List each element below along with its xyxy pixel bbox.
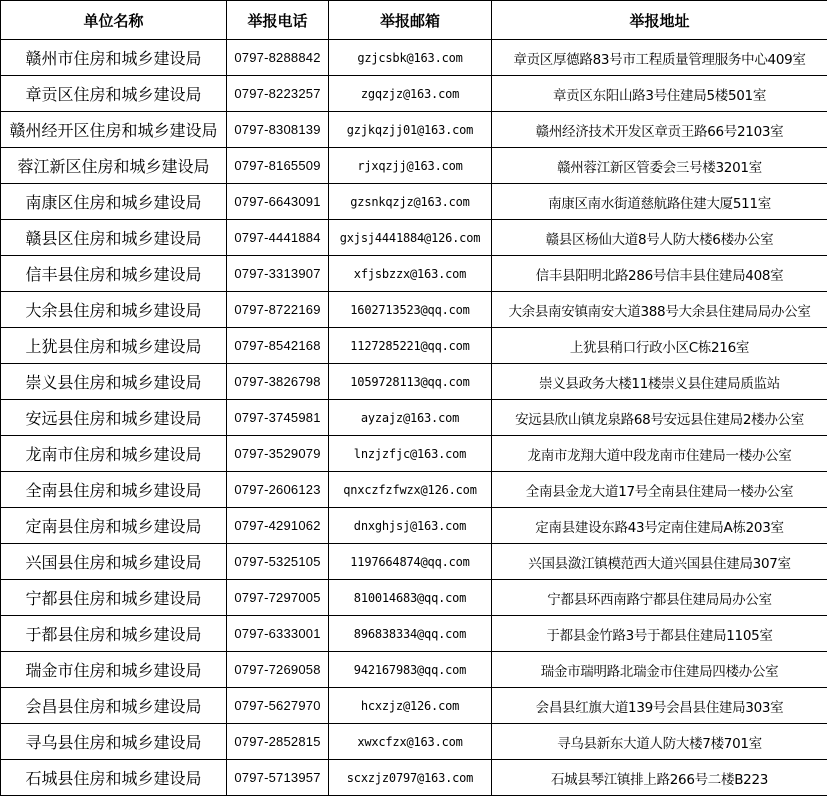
table-row bbox=[1, 760, 827, 796]
address-cell: 瑞金市瑞明路北瑞金市住建局四楼办公室 bbox=[492, 652, 827, 688]
address-cell: 寻乌县新东大道人防大楼7楼701室 bbox=[492, 724, 827, 760]
table-row bbox=[1, 148, 827, 184]
phone-cell: 0797-2606123 bbox=[227, 472, 329, 508]
email-cell: 896838334@qq.com bbox=[329, 616, 492, 652]
phone-cell: 0797-8722169 bbox=[227, 292, 329, 328]
email-cell: xwxcfzx@163.com bbox=[329, 724, 492, 760]
email-cell: qnxczfzfwzx@126.com bbox=[329, 472, 492, 508]
phone-cell: 0797-8223257 bbox=[227, 76, 329, 112]
address-cell: 章贡区东阳山路3号住建局5楼501室 bbox=[492, 76, 827, 112]
header-unit-name: 单位名称 bbox=[1, 1, 227, 40]
unit-name-cell: 崇义县住房和城乡建设局 bbox=[1, 364, 227, 400]
phone-cell: 0797-4291062 bbox=[227, 508, 329, 544]
phone-cell: 0797-3529079 bbox=[227, 436, 329, 472]
email-cell: 1059728113@qq.com bbox=[329, 364, 492, 400]
unit-name-cell: 大余县住房和城乡建设局 bbox=[1, 292, 227, 328]
phone-cell: 0797-6643091 bbox=[227, 184, 329, 220]
unit-name-cell: 赣州经开区住房和城乡建设局 bbox=[1, 112, 227, 148]
phone-cell: 0797-5627970 bbox=[227, 688, 329, 724]
address-cell: 崇义县政务大楼11楼崇义县住建局质监站 bbox=[492, 364, 827, 400]
header-report-address: 举报地址 bbox=[492, 1, 827, 40]
table-row bbox=[1, 76, 827, 112]
phone-cell: 0797-3313907 bbox=[227, 256, 329, 292]
unit-name-cell: 宁都县住房和城乡建设局 bbox=[1, 580, 227, 616]
table-row bbox=[1, 112, 827, 148]
address-cell: 赣州蓉江新区管委会三号楼3201室 bbox=[492, 148, 827, 184]
address-cell: 赣县区杨仙大道8号人防大楼6楼办公室 bbox=[492, 220, 827, 256]
email-cell: lnzjzfjc@163.com bbox=[329, 436, 492, 472]
address-cell: 大余县南安镇南安大道388号大余县住建局局办公室 bbox=[492, 292, 827, 328]
address-cell: 全南县金龙大道17号全南县住建局一楼办公室 bbox=[492, 472, 827, 508]
header-report-email: 举报邮箱 bbox=[329, 1, 492, 40]
table-row bbox=[1, 328, 827, 364]
phone-cell: 0797-8308139 bbox=[227, 112, 329, 148]
address-cell: 赣州经济技术开发区章贡王路66号2103室 bbox=[492, 112, 827, 148]
unit-name-cell: 信丰县住房和城乡建设局 bbox=[1, 256, 227, 292]
phone-cell: 0797-8542168 bbox=[227, 328, 329, 364]
table-row bbox=[1, 652, 827, 688]
unit-name-cell: 安远县住房和城乡建设局 bbox=[1, 400, 227, 436]
phone-cell: 0797-3826798 bbox=[227, 364, 329, 400]
table-row bbox=[1, 544, 827, 580]
unit-name-cell: 于都县住房和城乡建设局 bbox=[1, 616, 227, 652]
email-cell: ayzajz@163.com bbox=[329, 400, 492, 436]
email-cell: 942167983@qq.com bbox=[329, 652, 492, 688]
header-report-phone: 举报电话 bbox=[227, 1, 329, 40]
email-cell: 1197664874@qq.com bbox=[329, 544, 492, 580]
unit-name-cell: 瑞金市住房和城乡建设局 bbox=[1, 652, 227, 688]
table-row bbox=[1, 616, 827, 652]
phone-cell: 0797-2852815 bbox=[227, 724, 329, 760]
unit-name-cell: 会昌县住房和城乡建设局 bbox=[1, 688, 227, 724]
table-row bbox=[1, 472, 827, 508]
unit-name-cell: 蓉江新区住房和城乡建设局 bbox=[1, 148, 227, 184]
unit-name-cell: 章贡区住房和城乡建设局 bbox=[1, 76, 227, 112]
table-row bbox=[1, 436, 827, 472]
table-row bbox=[1, 400, 827, 436]
phone-cell: 0797-5325105 bbox=[227, 544, 329, 580]
address-cell: 兴国县潋江镇模范西大道兴国县住建局307室 bbox=[492, 544, 827, 580]
phone-cell: 0797-4441884 bbox=[227, 220, 329, 256]
unit-name-cell: 全南县住房和城乡建设局 bbox=[1, 472, 227, 508]
address-cell: 南康区南水街道慈航路住建大厦511室 bbox=[492, 184, 827, 220]
phone-cell: 0797-8288842 bbox=[227, 40, 329, 76]
email-cell: rjxqzjj@163.com bbox=[329, 148, 492, 184]
table-row bbox=[1, 184, 827, 220]
email-cell: 1602713523@qq.com bbox=[329, 292, 492, 328]
email-cell: 1127285221@qq.com bbox=[329, 328, 492, 364]
table-row bbox=[1, 364, 827, 400]
unit-name-cell: 赣州市住房和城乡建设局 bbox=[1, 40, 227, 76]
table-row bbox=[1, 292, 827, 328]
table-row bbox=[1, 40, 827, 76]
phone-cell: 0797-7297005 bbox=[227, 580, 329, 616]
table-row bbox=[1, 580, 827, 616]
header-row bbox=[1, 1, 827, 40]
address-cell: 上犹县稍口行政小区C栋216室 bbox=[492, 328, 827, 364]
email-cell: dnxghjsj@163.com bbox=[329, 508, 492, 544]
email-cell: zgqzjz@163.com bbox=[329, 76, 492, 112]
unit-name-cell: 龙南市住房和城乡建设局 bbox=[1, 436, 227, 472]
address-cell: 定南县建设东路43号定南住建局A栋203室 bbox=[492, 508, 827, 544]
unit-name-cell: 寻乌县住房和城乡建设局 bbox=[1, 724, 227, 760]
email-cell: 810014683@qq.com bbox=[329, 580, 492, 616]
phone-cell: 0797-5713957 bbox=[227, 760, 329, 796]
address-cell: 安远县欣山镇龙泉路68号安远县住建局2楼办公室 bbox=[492, 400, 827, 436]
email-cell: scxzjz0797@163.com bbox=[329, 760, 492, 796]
address-cell: 章贡区厚德路83号市工程质量管理服务中心409室 bbox=[492, 40, 827, 76]
email-cell: xfjsbzzx@163.com bbox=[329, 256, 492, 292]
unit-name-cell: 兴国县住房和城乡建设局 bbox=[1, 544, 227, 580]
unit-name-cell: 定南县住房和城乡建设局 bbox=[1, 508, 227, 544]
email-cell: gxjsj4441884@126.com bbox=[329, 220, 492, 256]
address-cell: 于都县金竹路3号于都县住建局1105室 bbox=[492, 616, 827, 652]
unit-name-cell: 南康区住房和城乡建设局 bbox=[1, 184, 227, 220]
email-cell: gzjkqzjj01@163.com bbox=[329, 112, 492, 148]
email-cell: hcxzjz@126.com bbox=[329, 688, 492, 724]
unit-name-cell: 赣县区住房和城乡建设局 bbox=[1, 220, 227, 256]
address-cell: 龙南市龙翔大道中段龙南市住建局一楼办公室 bbox=[492, 436, 827, 472]
email-cell: gzjcsbk@163.com bbox=[329, 40, 492, 76]
unit-name-cell: 上犹县住房和城乡建设局 bbox=[1, 328, 227, 364]
table-row bbox=[1, 256, 827, 292]
phone-cell: 0797-6333001 bbox=[227, 616, 329, 652]
address-cell: 会昌县红旗大道139号会昌县住建局303室 bbox=[492, 688, 827, 724]
unit-name-cell: 石城县住房和城乡建设局 bbox=[1, 760, 227, 796]
address-cell: 石城县琴江镇排上路266号二楼B223 bbox=[492, 760, 827, 796]
phone-cell: 0797-8165509 bbox=[227, 148, 329, 184]
email-cell: gzsnkqzjz@163.com bbox=[329, 184, 492, 220]
phone-cell: 0797-7269058 bbox=[227, 652, 329, 688]
table-row bbox=[1, 724, 827, 760]
table-row bbox=[1, 508, 827, 544]
address-cell: 宁都县环西南路宁都县住建局局办公室 bbox=[492, 580, 827, 616]
table-row bbox=[1, 688, 827, 724]
phone-cell: 0797-3745981 bbox=[227, 400, 329, 436]
table-row bbox=[1, 220, 827, 256]
address-cell: 信丰县阳明北路286号信丰县住建局408室 bbox=[492, 256, 827, 292]
